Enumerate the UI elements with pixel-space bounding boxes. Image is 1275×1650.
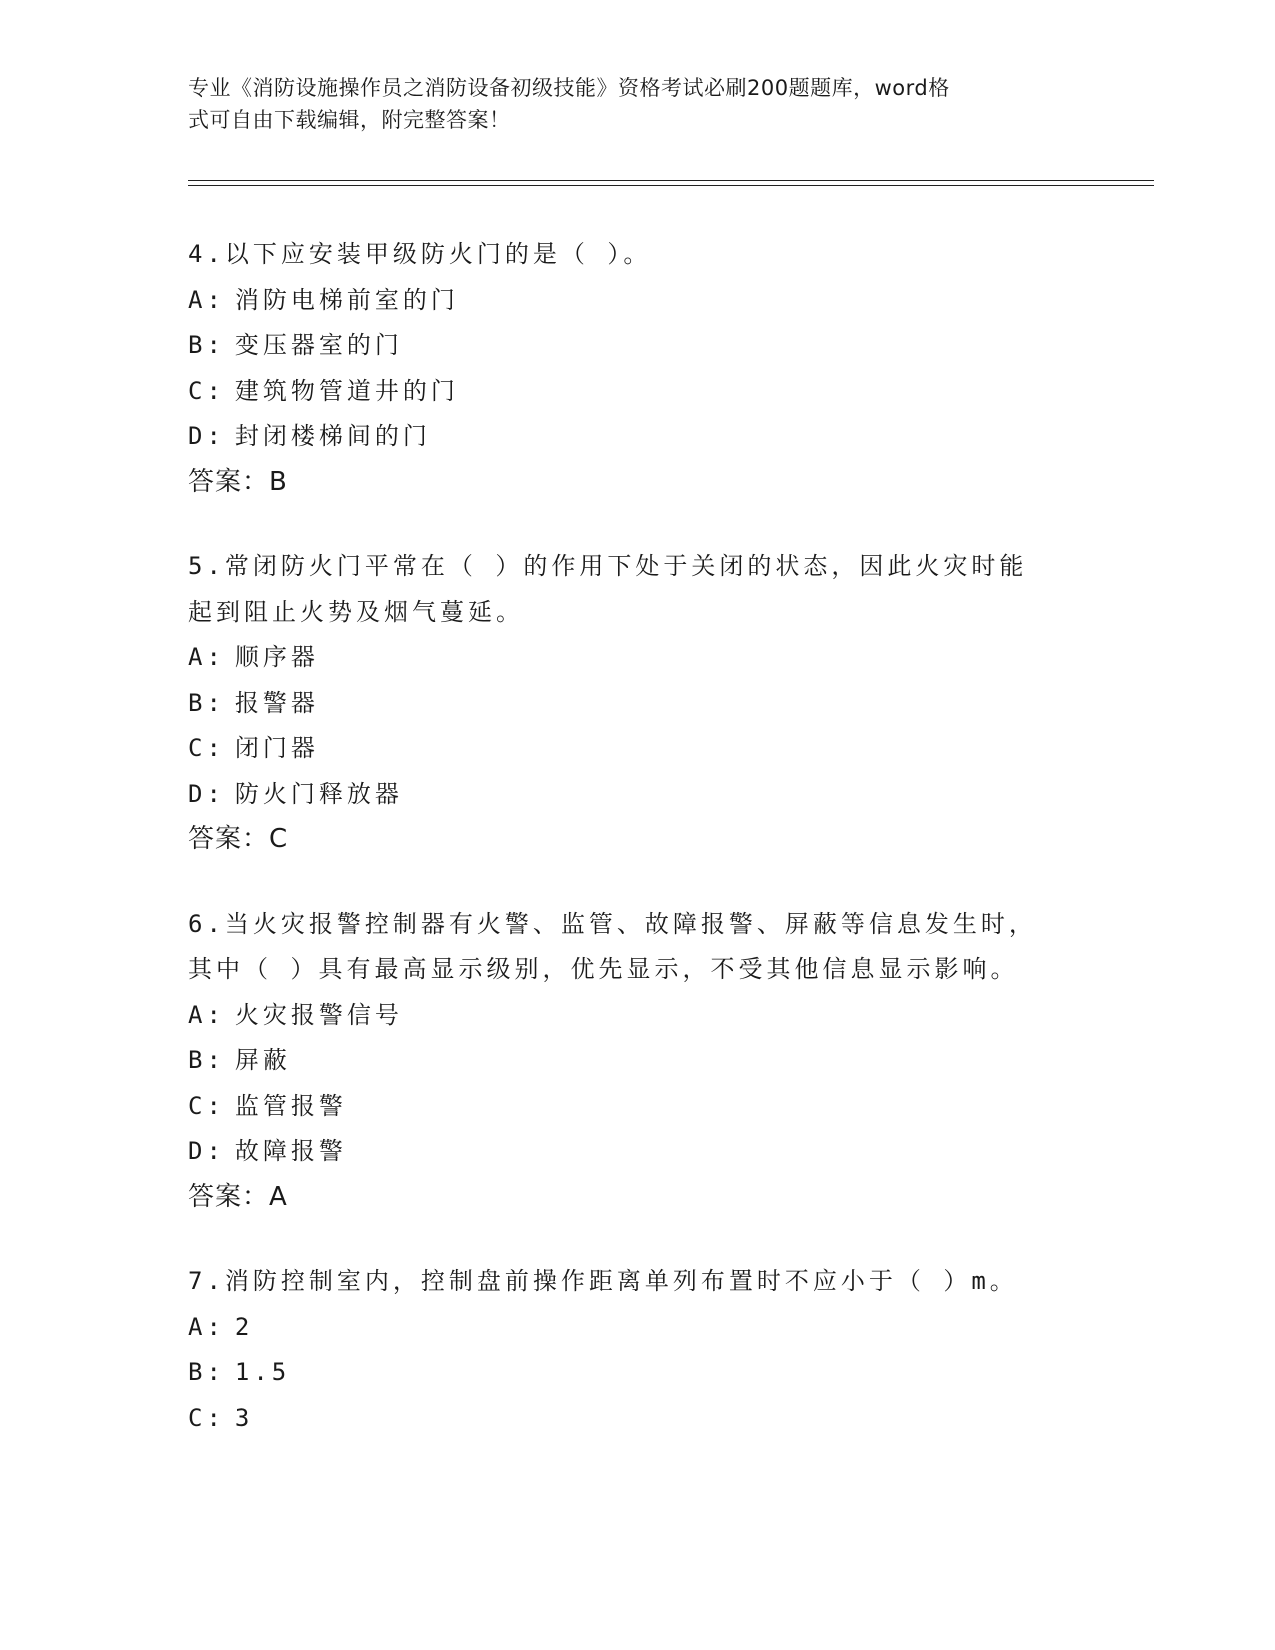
option-key: C [188, 1403, 207, 1432]
option-separator: : [206, 1000, 225, 1029]
question-block [188, 232, 1088, 505]
question-stem-line: 7.消防控制室内，控制盘前操作距离单列布置时不应小于（ ）m。 [188, 1267, 1018, 1295]
option-separator: : [206, 1091, 225, 1120]
option-separator: : [206, 779, 225, 808]
answer-option [188, 323, 1088, 369]
question-stem-line: 起到阻止火势及烟气蔓延。 [188, 597, 524, 626]
question-list [188, 232, 1088, 1480]
answer-option [188, 1305, 1088, 1351]
option-key: B [188, 688, 207, 717]
answer-option [188, 1396, 1088, 1442]
answer-option [188, 1350, 1088, 1396]
option-key: C [188, 1091, 207, 1120]
question-stem-line: 6.当火灾报警控制器有火警、监管、故障报警、屏蔽等信息发生时， [188, 909, 1037, 938]
option-key: D [188, 779, 207, 808]
option-text: 报警器 [234, 688, 319, 717]
option-key: B [188, 1358, 207, 1386]
answer-line [188, 1175, 1088, 1221]
option-text: 屏蔽 [234, 1046, 291, 1074]
option-text: 1.5 [234, 1358, 291, 1386]
option-key: A [188, 643, 207, 671]
question-block [188, 544, 1088, 863]
option-key: A [188, 285, 207, 314]
answer-option [188, 993, 1088, 1039]
option-text: 故障报警 [234, 1137, 347, 1165]
option-separator: : [206, 1046, 225, 1074]
option-key: C [188, 376, 207, 405]
answer-value: B [269, 466, 288, 497]
option-text: 防火门释放器 [234, 779, 403, 808]
option-text: 闭门器 [234, 734, 319, 762]
option-key: A [188, 1000, 207, 1029]
answer-option [188, 1084, 1088, 1130]
answer-option [188, 681, 1088, 727]
header-line-1: 专业《消防设施操作员之消防设备初级技能》资格考试必刷200题题库，word格 [188, 76, 950, 100]
option-text: 变压器室的门 [234, 331, 403, 359]
option-separator: : [206, 422, 225, 450]
option-text: 顺序器 [234, 643, 319, 671]
option-separator: : [206, 1312, 225, 1341]
question-stem-line: 4.以下应安装甲级防火门的是（ ）。 [188, 240, 652, 268]
header-divider-bottom [188, 185, 1154, 186]
answer-option [188, 1038, 1088, 1084]
answer-value: A [269, 1181, 288, 1212]
option-text: 2 [234, 1312, 254, 1341]
answer-line [188, 460, 1088, 506]
answer-label: 答案： [188, 1181, 270, 1212]
question-stem-line: 5.常闭防火门平常在（ ）的作用下处于关闭的状态，因此火灾时能 [188, 552, 1028, 580]
document-header [188, 72, 1068, 136]
option-text: 封闭楼梯间的门 [234, 422, 431, 450]
option-key: C [188, 734, 207, 762]
answer-option [188, 1129, 1088, 1175]
header-line-2: 式可自由下载编辑，附完整答案！ [188, 108, 511, 132]
question-block [188, 1259, 1088, 1441]
answer-option [188, 278, 1088, 324]
option-separator: : [206, 688, 225, 717]
option-separator: : [206, 331, 225, 359]
option-key: D [188, 422, 207, 450]
option-text: 火灾报警信号 [234, 1000, 403, 1029]
answer-label: 答案： [188, 824, 270, 854]
option-text: 消防电梯前室的门 [234, 285, 459, 314]
option-text: 3 [234, 1403, 254, 1432]
answer-option [188, 726, 1088, 772]
option-key: D [188, 1137, 207, 1165]
option-separator: : [206, 643, 225, 671]
option-separator: : [206, 1403, 225, 1432]
option-separator: : [206, 376, 225, 405]
answer-option [188, 369, 1088, 415]
option-text: 监管报警 [234, 1091, 347, 1120]
option-separator: : [206, 734, 225, 762]
answer-option [188, 635, 1088, 681]
option-separator: : [206, 285, 225, 314]
option-key: B [188, 331, 207, 359]
option-separator: : [206, 1137, 225, 1165]
answer-option [188, 772, 1088, 818]
answer-option [188, 414, 1088, 460]
answer-label: 答案： [188, 466, 270, 497]
question-block [188, 902, 1088, 1221]
answer-value: C [269, 824, 289, 854]
question-stem-line: 其中（ ）具有最高显示级别，优先显示，不受其他信息显示影响。 [188, 955, 1019, 983]
option-key: B [188, 1046, 207, 1074]
answer-line [188, 817, 1088, 863]
option-key: A [188, 1312, 207, 1341]
header-divider-top [188, 180, 1154, 181]
option-text: 建筑物管道井的门 [234, 376, 459, 405]
option-separator: : [206, 1358, 225, 1386]
